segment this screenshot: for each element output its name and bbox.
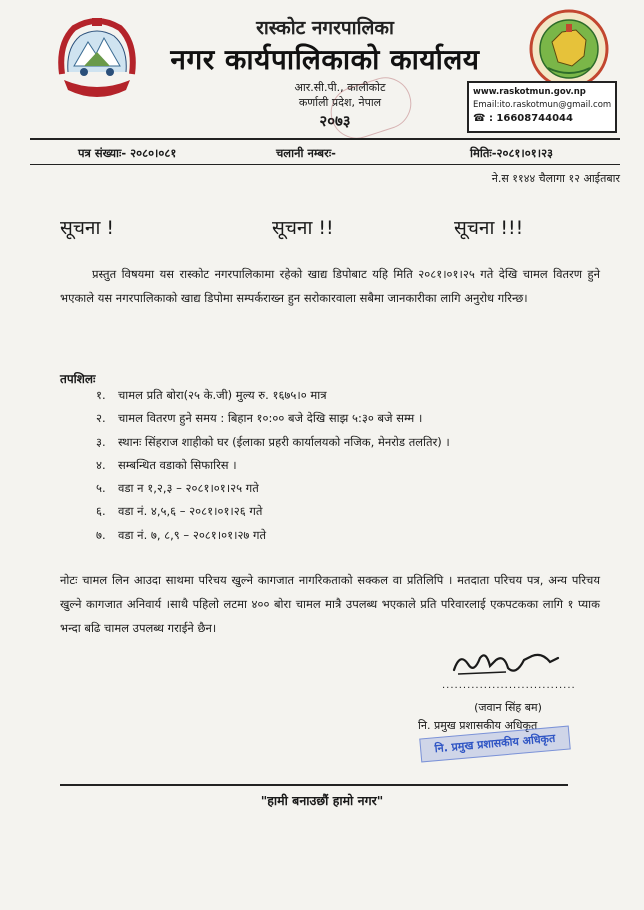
nepal-sambat-date: ने.स ११४४ चैलागा १२ आईतबार [491,172,620,185]
letter-number: पत्र संख्याः- २०८०।०८१ [78,146,177,160]
website-text: www.raskotmun.gov.np [473,87,586,97]
list-item-number: ३. [96,434,106,449]
address-line1: आर.सी.पी., कालीकोट [294,81,386,94]
list-item-number: ७. [96,527,106,542]
municipality-name: रास्कोट नगरपालिका [256,17,394,39]
list-item-number: २. [96,411,106,426]
body-paragraph: प्रस्तुत विषयमा यस रास्कोट नगरपालिकामा रहेको खाद्य डिपोबाट यहि मिति २०८१।०१।२५ गते देखि चामल वितरण हुने भएकाले यस नगरपालिकाको खाद्य डिपोमा सम्पर्कराख्न हुन सरोकारवाला सबैमा जानकारीका लागि अनुरोध गरिन्छ। [60,267,600,305]
phone-icon: ☎ [473,113,486,124]
list-item-number: १. [96,388,106,402]
list-item [96,407,450,430]
list-item-text: स्थानः सिंहराज शाहीको घर (ईलाका प्रहरी कार्यालयको नजिक, मेनरोड तलतिर) । [118,434,450,449]
address-line2: कर्णाली प्रदेश, नेपाल [298,96,382,109]
notice-heading-2: सूचना !! [272,217,334,239]
list-item [96,524,450,547]
signatory-title: नि. प्रमुख प्रशासकीय अधिकृत [418,719,538,732]
list-item-number: ४. [96,457,106,472]
list-item-number: ५. [96,481,106,496]
phone-text: : 16608744044 [488,113,573,124]
header-divider [30,138,620,140]
signature-line: ................................ [442,680,576,691]
detail-label: तपशिलः [60,372,96,386]
office-name: नगर कार्यपालिकाको कार्यालय [170,43,480,76]
list-item-number: ६. [96,504,106,519]
list-item [96,500,450,523]
list-item-text: वडा नं. ७, ८,९ – २०८१।०१।२७ गते [118,527,267,542]
official-stamp: नि. प्रमुख प्रशासकीय अधिकृत [419,726,571,763]
footer-divider [60,784,568,786]
email-text: Email:ito.raskotmun@gmail.com [473,100,612,110]
detail-list [96,384,450,547]
notice-heading-1: सूचना ! [60,217,115,239]
dispatch-number: चलानी नम्बरः- [276,146,336,160]
list-item [96,431,450,454]
list-item [96,454,450,477]
nepal-emblem-icon [54,14,140,106]
contact-box [467,81,617,133]
municipality-logo-icon [528,8,610,90]
footer-motto: "हामी बनाउछौं हामो नगर" [260,793,384,808]
list-item-text: चामल प्रति बोरा(२५ के.जी) मुल्य रु. १६७५।० मात्र [118,388,327,402]
list-item [96,384,450,407]
list-item-text: वडा न १,२,३ – २०८१।०१।२५ गते [118,481,259,496]
list-item-text: वडा नं. ४,५,६ – २०८१।०१।२६ गते [118,504,263,519]
signature-icon [446,646,566,680]
letter-date: मितिः-२०८१।०१।२३ [470,146,554,160]
list-item [96,477,450,500]
signatory-name: (जवान सिंह बम) [474,701,542,714]
list-item-text: सम्बन्धित वडाको सिफारिस । [118,457,237,472]
phone-row [473,112,611,125]
meta-divider [30,164,620,165]
established-year: २०७३ [319,112,351,130]
notice-heading-3: सूचना !!! [454,217,524,239]
note-paragraph: नोटः चामल लिन आउदा साथमा परिचय खुल्ने कागजात नागरिकताको सक्कल वा प्रतिलिपि । मतदाता परिचय पत्र, अन्य परिचय खुल्ने कागजात अनिवार्य ।साथै पहिलो लटमा ४०० बोरा चामल मात्रै उपलब्ध भएकाले प्रति परिवारलाई एकपटकका लागि १ प्याक भन्दा बढि चामल उपलब्ध गराईने छैन। [60,573,600,635]
list-item-text: चामल वितरण हुने समय : बिहान १०:०० बजे देखि साझ ५:३० बजे सम्म । [118,411,423,426]
